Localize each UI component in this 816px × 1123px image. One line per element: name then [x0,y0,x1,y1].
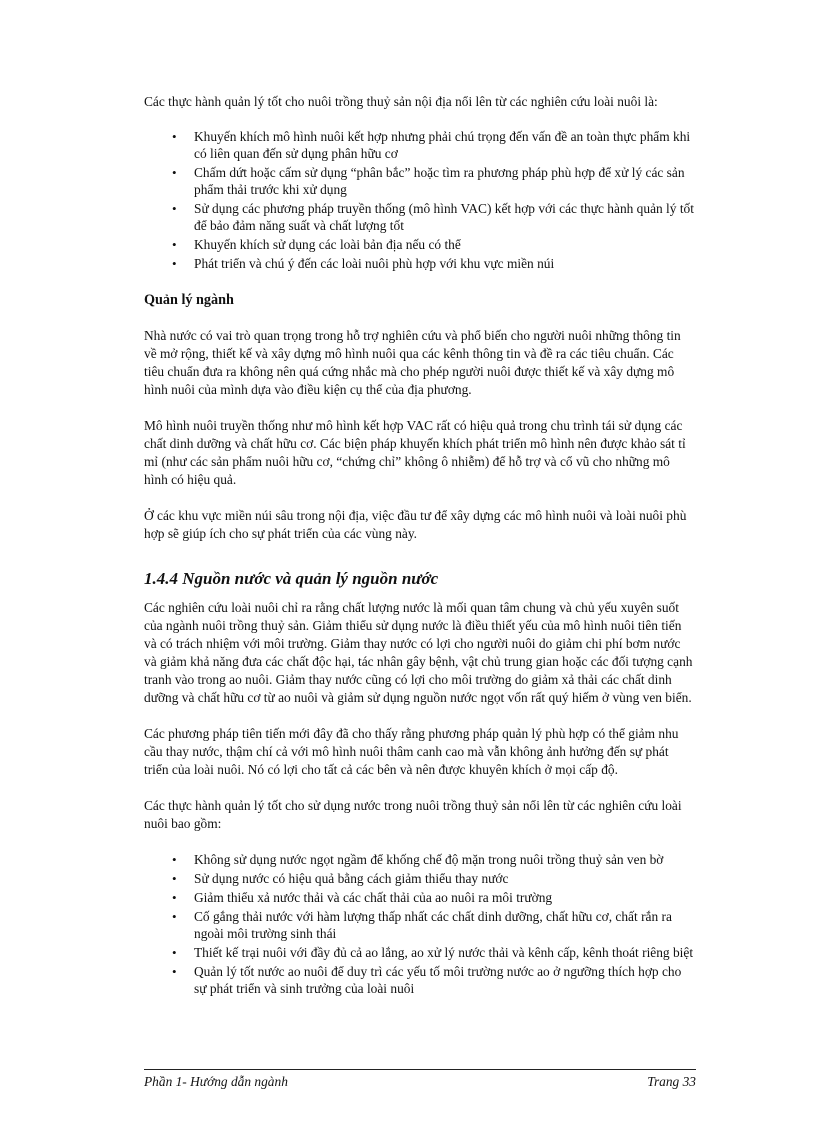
list-item: • Khuyến khích mô hình nuôi kết hợp nhưng phải chú trọng đến vấn đề an toàn thực phẩm khi có liên quan đến sử dụng phân hữu cơ [172,129,691,161]
bullet-icon: • [172,165,177,180]
bullet-icon: • [172,201,177,216]
bullet-icon: • [172,964,177,979]
list-item: • Không sử dụng nước ngọt ngầm để khống chế độ mặn trong nuôi trồng thuỷ sản ven bờ [172,852,664,867]
bullet-icon: • [172,129,177,144]
list-item: • Chấm dứt hoặc cấm sử dụng “phân bắc” hoặc tìm ra phương pháp phù hợp để xử lý các sản phẩm thải trước khi xử dụng [172,165,685,197]
page-content [144,93,696,999]
section-heading: 1.4.4 Nguồn nước và quản lý nguồn nước [144,569,439,588]
list-item: • Phát triển và chú ý đến các loài nuôi phù hợp với khu vực miền núi [172,256,555,271]
paragraph: Các phương pháp tiên tiến mới đây đã cho thấy rằng phương pháp quản lý phù hợp có thể giảm nhu cầu thay nước, thậm chí cả với mô hình nuôi thâm canh cao mà vẫn không ảnh hưởng đến sự phát triển của loài nuôi. Nó có lợi cho tất cả các bên và nên được khuyên khích ở mọi cấp độ. [144,726,679,777]
bullet-icon: • [172,256,177,271]
paragraph: Nhà nước có vai trò quan trọng trong hỗ trợ nghiên cứu và phổ biến cho người nuôi những thông tin về mở rộng, thiết kế và xây dựng mô hình nuôi qua các kênh thông tin và đề ra các tiêu chuẩn. Các tiêu chuẩn đưa ra không nên quá cứng nhắc mà cho phép người nuôi được thiết kế và xây dựng mô hình nuôi của mình dựa vào điều kiện cụ thể của địa phương. [144,328,681,397]
footer-divider [144,1069,696,1071]
bullet-icon: • [172,890,177,905]
bullet-icon: • [172,945,177,960]
bullet-icon: • [172,852,177,867]
bullet-icon: • [172,909,177,924]
footer-page-number: Trang 33 [647,1074,696,1089]
management-practices-list [144,128,696,272]
bullet-icon: • [172,871,177,886]
list-item: • Sử dụng nước có hiệu quả bằng cách giảm thiểu thay nước [172,871,509,886]
list-item: • Giảm thiểu xả nước thải và các chất thải của ao nuôi ra môi trường [172,890,553,905]
subheading-industry-management: Quản lý ngành [144,292,234,308]
footer-section-label: Phần 1- Hướng dẫn ngành [144,1074,288,1089]
paragraph: Các thực hành quản lý tốt cho sử dụng nước trong nuôi trồng thuỷ sản nổi lên từ các nghiên cứu loài nuôi bao gồm: [144,798,682,831]
paragraph: Ở các khu vực miền núi sâu trong nội địa, việc đầu tư để xây dựng các mô hình nuôi và loài nuôi phù hợp sẽ giúp ích cho sự phát triển của các vùng này. [144,508,687,541]
list-item: • Cố gắng thải nước với hàm lượng thấp nhất các chất dinh dưỡng, chất hữu cơ, chất rắn ra ngoài môi trường sinh thái [172,909,672,941]
list-item: • Sử dụng các phương pháp truyền thống (mô hình VAC) kết hợp với các thực hành quản lý tốt để bảo đảm năng suất và chất lượng tốt [172,201,694,233]
paragraph: Các nghiên cứu loài nuôi chỉ ra rằng chất lượng nước là mối quan tâm chung và chủ yếu xuyên suốt của ngành nuôi trồng thuỷ sản. Giảm thiểu sử dụng nước là điều thiết yếu của mô hình nuôi tiên tiến và có trách nhiệm với môi trường. Giảm thay nước có lợi cho người nuôi do giảm chi phí bơm nước và giảm khả năng đưa các chất độc hại, tác nhân gây bệnh, vật chủ trung gian hoặc các đối tượng cạnh tranh vào trong ao nuôi. Giảm thay nước cũng có lợi cho môi trường do giảm xả thải các chất dinh dưỡng và chất hữu cơ từ ao nuôi và giảm sử dụng nguồn nước ngọt vốn rất quý hiếm ở vùng ven biển. [144,600,693,705]
list-item: • Khuyến khích sử dụng các loài bản địa nếu có thể [172,237,461,252]
list-item: • Thiết kế trại nuôi với đầy đủ cả ao lắng, ao xử lý nước thải và kênh cấp, kênh thoát riêng biệt [172,945,694,960]
water-practices-list [144,851,696,997]
bullet-icon: • [172,237,177,252]
paragraph: Mô hình nuôi truyền thống như mô hình kết hợp VAC rất có hiệu quả trong chu trình tái sử dụng các chất dinh dưỡng và chất hữu cơ. Các biện pháp khuyến khích phát triển mô hình nên được khảo sát tỉ mỉ (như các sản phẩm nuôi hữu cơ, “chứng chỉ” không ô nhiễm) để hỗ trợ và cổ vũ cho những mô hình có hiệu quả. [144,418,686,487]
intro-paragraph: Các thực hành quản lý tốt cho nuôi trồng thuỷ sản nội địa nổi lên từ các nghiên cứu loài nuôi là: [144,94,658,109]
list-item: • Quản lý tốt nước ao nuôi để duy trì các yếu tố môi trường nước ao ở ngưỡng thích hợp cho sự phát triển và sinh trưởng của loài nuôi [172,964,682,996]
